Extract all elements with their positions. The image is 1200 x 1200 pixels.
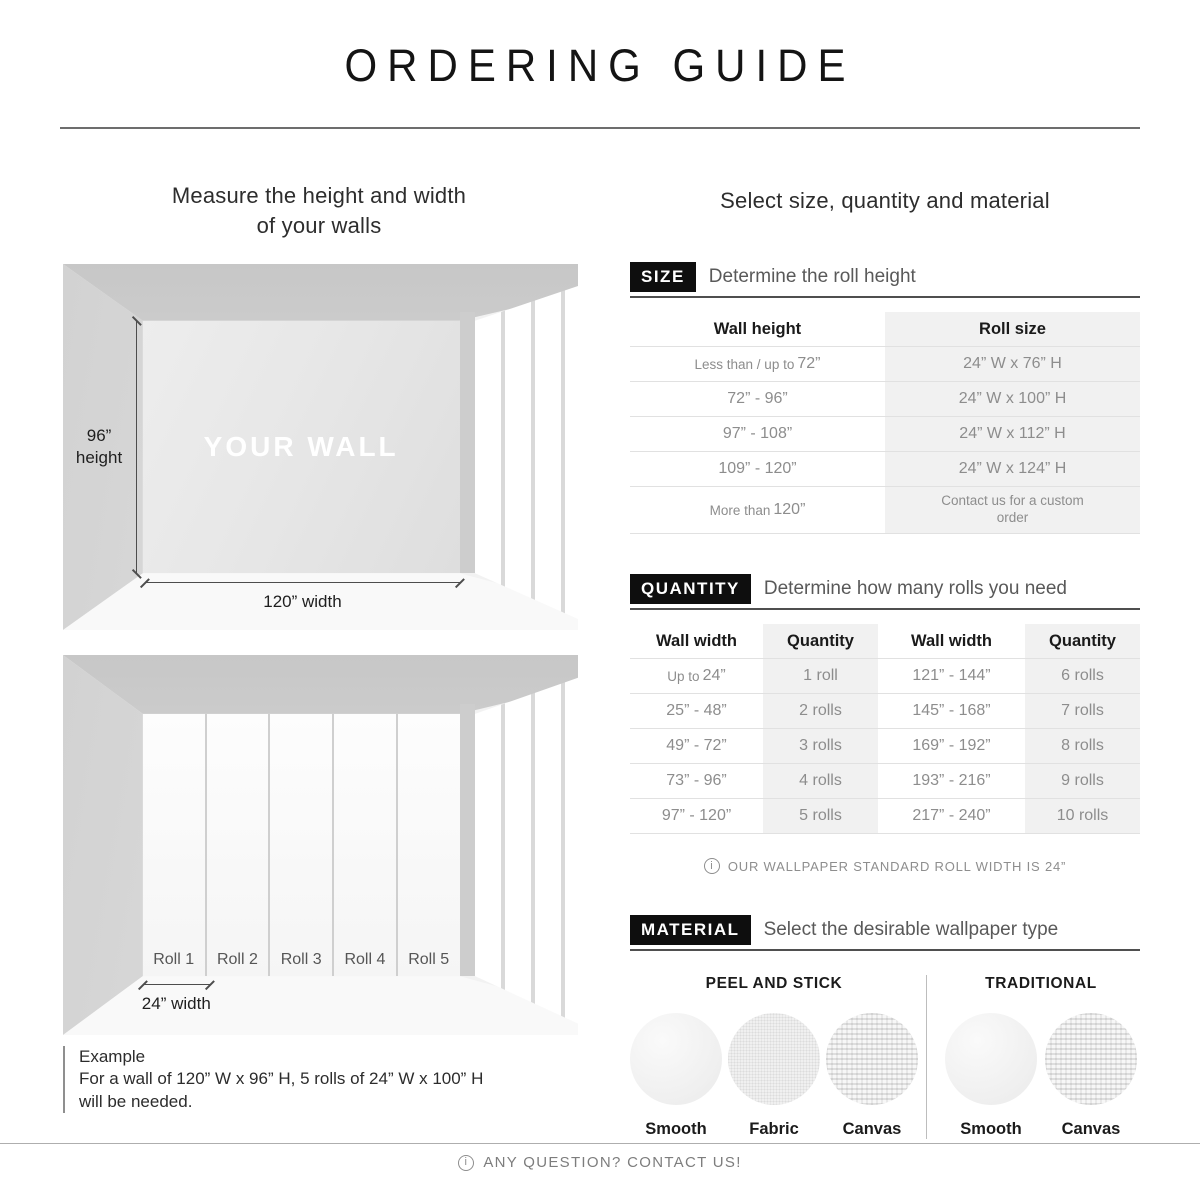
your-wall-label: YOUR WALL — [203, 430, 399, 462]
footer-divider — [0, 1143, 1200, 1144]
window — [475, 264, 578, 630]
material-section — [630, 915, 1140, 1139]
roll-panel: Roll 4 — [334, 714, 396, 976]
roll-panel: Roll 3 — [270, 714, 332, 976]
material-option-canvas: Canvas — [1045, 1013, 1137, 1139]
size-row: 72” - 96” 24” W x 100” H — [630, 382, 1140, 417]
quantity-header-row — [630, 574, 1140, 610]
example-block — [63, 1046, 568, 1113]
size-subtitle: Determine the roll height — [708, 266, 916, 287]
material-options — [630, 975, 1140, 1139]
col-quantity-2: Quantity — [1025, 624, 1140, 658]
roll-panel: Roll 2 — [207, 714, 269, 976]
size-header-row — [630, 262, 1140, 298]
contact-note-text: ANY QUESTION? CONTACT US! — [483, 1154, 742, 1171]
material-badge: MATERIAL — [630, 915, 751, 945]
width-dimension-label: 120” width — [263, 591, 342, 611]
roll-width-dimension-line — [143, 984, 210, 985]
room-wall-return — [460, 704, 475, 976]
material-option-canvas: Canvas — [826, 1013, 918, 1139]
quantity-subtitle: Determine how many rolls you need — [763, 578, 1067, 599]
material-option-smooth: Smooth — [945, 1013, 1037, 1139]
custom-order-note: Contact us for a custom order — [941, 493, 1084, 525]
quantity-table — [630, 624, 1140, 834]
size-row: 109” - 120” 24” W x 124” H — [630, 452, 1140, 487]
material-header-row — [630, 915, 1140, 951]
material-option-fabric: Fabric — [728, 1013, 820, 1139]
quantity-row: 49” - 72” 3 rolls 169” - 192” 8 rolls — [630, 729, 1140, 764]
roll-panel: Roll 1 — [143, 714, 205, 976]
page-title: ORDERING GUIDE — [344, 40, 856, 91]
canvas-swatch — [826, 1013, 918, 1105]
quantity-badge: QUANTITY — [630, 574, 751, 604]
room-illustration-rolls — [63, 655, 578, 1035]
traditional-group — [945, 975, 1137, 1139]
room-back-wall — [143, 321, 460, 574]
room-illustration-measure — [63, 264, 578, 630]
quantity-table-header — [630, 624, 1140, 659]
quantity-section — [630, 574, 1140, 874]
smooth-swatch — [945, 1013, 1037, 1105]
size-table-header — [630, 312, 1140, 347]
peel-and-stick-group — [630, 975, 918, 1139]
col-wall-width-1: Wall width — [656, 631, 737, 650]
quantity-row: 25” - 48” 2 rolls 145” - 168” 7 rolls — [630, 694, 1140, 729]
col-quantity-1: Quantity — [763, 624, 878, 658]
material-subtitle: Select the desirable wallpaper type — [763, 919, 1059, 940]
measure-heading-line2: of your walls — [256, 212, 382, 238]
quantity-row: Up to 24” 1 roll 121” - 144” 6 rolls — [630, 659, 1140, 694]
size-table — [630, 312, 1140, 534]
size-badge: SIZE — [630, 262, 696, 292]
traditional-title: TRADITIONAL — [985, 975, 1097, 992]
contact-note — [0, 1154, 1200, 1171]
height-word: height — [75, 448, 123, 468]
peel-and-stick-title: PEEL AND STICK — [705, 975, 843, 992]
height-dimension-label — [63, 425, 135, 469]
example-line2: will be needed. — [79, 1091, 193, 1111]
material-option-smooth: Smooth — [630, 1013, 722, 1139]
room-wall-return — [460, 312, 475, 574]
title-divider — [60, 127, 1140, 129]
fabric-swatch — [728, 1013, 820, 1105]
measure-heading — [60, 181, 578, 240]
info-icon: i — [458, 1155, 474, 1171]
roll-width-dimension-label: 24” width — [141, 993, 211, 1013]
size-row: 97” - 108” 24” W x 112” H — [630, 417, 1140, 452]
size-row: Less than / up to 72” 24” W x 76” H — [630, 347, 1140, 382]
window — [475, 655, 578, 1035]
size-row: More than 120” Contact us for a custom order — [630, 487, 1140, 534]
quantity-row: 73” - 96” 4 rolls 193” - 216” 9 rolls — [630, 764, 1140, 799]
size-section — [630, 262, 1140, 534]
col-wall-width-2: Wall width — [911, 631, 992, 650]
col-roll-size: Roll size — [885, 312, 1140, 346]
material-divider — [926, 975, 927, 1139]
roll-width-note-text: OUR WALLPAPER STANDARD ROLL WIDTH IS 24” — [727, 858, 1067, 874]
roll-panel: Roll 5 — [398, 714, 460, 976]
measure-heading-line1: Measure the height and width — [171, 183, 467, 208]
width-dimension-line — [145, 582, 459, 583]
roll-width-note — [630, 858, 1140, 874]
quantity-row: 97” - 120” 5 rolls 217” - 240” 10 rolls — [630, 799, 1140, 834]
info-icon: i — [704, 858, 720, 874]
canvas-swatch — [1045, 1013, 1137, 1105]
height-value: 96” — [86, 426, 112, 446]
select-heading: Select size, quantity and material — [720, 188, 1050, 213]
col-wall-height: Wall height — [713, 319, 802, 338]
wallpaper-panels — [143, 714, 460, 976]
height-dimension-line — [136, 321, 137, 574]
example-line1: For a wall of 120” W x 96” H, 5 rolls of 24” W x 100” H — [79, 1069, 484, 1089]
example-title: Example — [79, 1047, 146, 1066]
smooth-swatch — [630, 1013, 722, 1105]
